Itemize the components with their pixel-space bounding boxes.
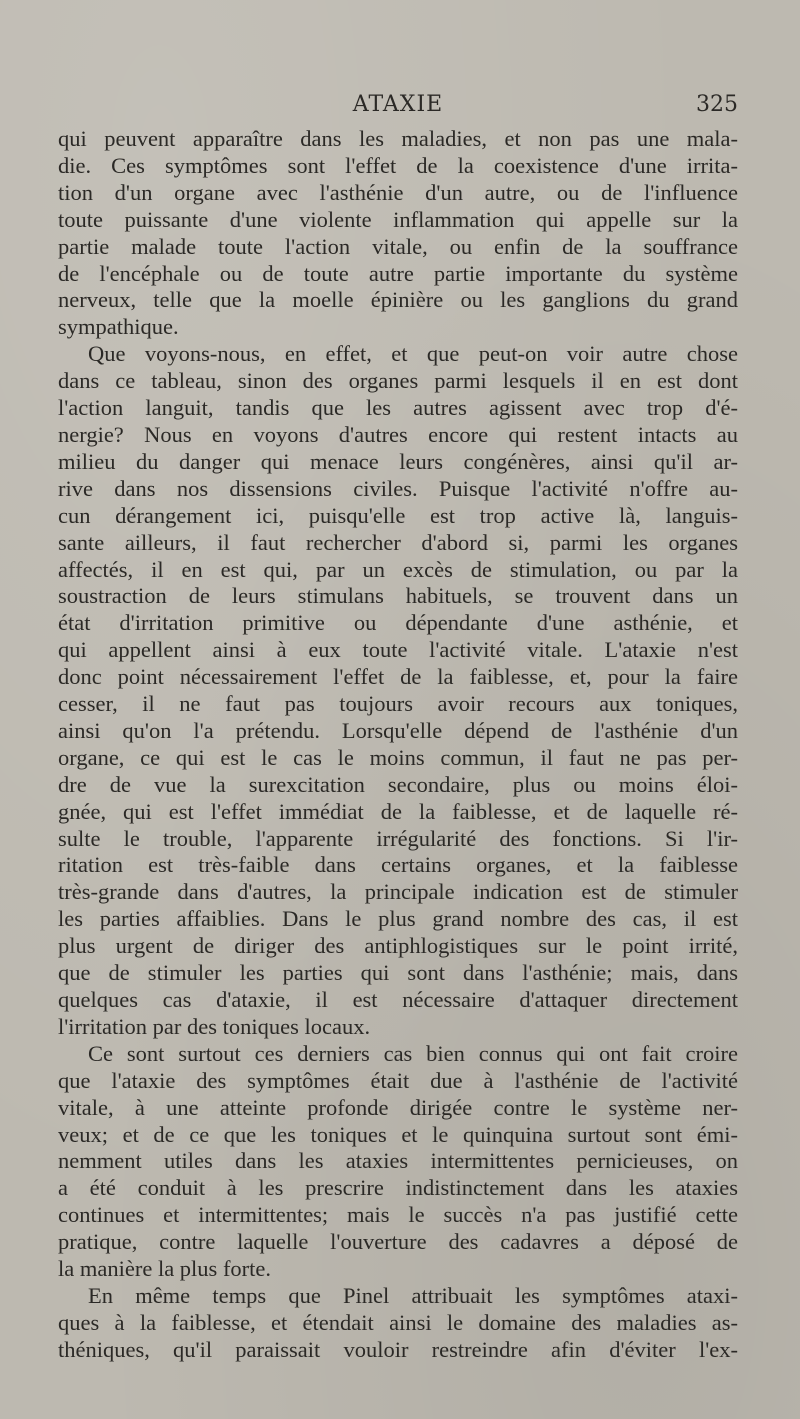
body-text bbox=[58, 126, 738, 1364]
text-line: gnée, qui est l'effet immédiat de la faiblesse, et de laquelle ré- bbox=[58, 798, 738, 824]
text-line: pratique, contre laquelle l'ouverture des cadavres a déposé de bbox=[58, 1229, 738, 1255]
text-line: cun dérangement ici, puisqu'elle est trop active là, languis- bbox=[58, 502, 738, 528]
text-line: a été conduit à les prescrire indistinctement dans les ataxies bbox=[58, 1175, 738, 1201]
text-line: que l'ataxie des symptômes était due à l'asthénie de l'activité bbox=[58, 1067, 738, 1093]
text-line: que de stimuler les parties qui sont dans l'asthénie; mais, dans bbox=[58, 960, 738, 986]
text-line: cesser, il ne faut pas toujours avoir recours aux toniques, bbox=[58, 691, 738, 717]
text-line: partie malade toute l'action vitale, ou enfin de la souffrance bbox=[58, 233, 738, 259]
text-line: nergie? Nous en voyons d'autres encore qui restent intacts au bbox=[58, 421, 738, 447]
paragraph-end-line: la manière la plus forte. bbox=[58, 1256, 272, 1282]
text-line: continues et intermittentes; mais le succès n'a pas justifié cette bbox=[58, 1202, 738, 1228]
text-line: ques à la faiblesse, et étendait ainsi le domaine des maladies as- bbox=[58, 1309, 738, 1335]
text-line: sulte le trouble, l'apparente irrégularité des fonctions. Si l'ir- bbox=[58, 825, 738, 851]
text-line: veux; et de ce que les toniques et le quinquina surtout sont émi- bbox=[58, 1121, 738, 1147]
text-line: théniques, qu'il paraissait vouloir restreindre afin d'éviter l'ex- bbox=[58, 1336, 738, 1362]
paragraph-end-line: sympathique. bbox=[58, 314, 179, 340]
text-line: dre de vue la surexcitation secondaire, plus ou moins éloi- bbox=[58, 771, 738, 797]
text-line: affectés, il en est qui, par un excès de stimulation, ou par la bbox=[58, 556, 738, 582]
text-line: vitale, à une atteinte profonde dirigée contre le système ner- bbox=[58, 1094, 738, 1120]
text-line: die. Ces symptômes sont l'effet de la coexistence d'une irrita- bbox=[58, 152, 738, 178]
paragraph-end-line: l'irritation par des toniques locaux. bbox=[58, 1013, 371, 1039]
page-header bbox=[58, 92, 738, 124]
text-line: ritation est très-faible dans certains organes, et la faiblesse bbox=[58, 852, 738, 878]
text-line: nerveux, telle que la moelle épinière ou les ganglions du grand bbox=[58, 287, 738, 313]
text-line: les parties affaiblies. Dans le plus grand nombre des cas, il est bbox=[58, 906, 738, 932]
text-line: milieu du danger qui menace leurs congénères, ainsi qu'il ar- bbox=[58, 448, 738, 474]
paragraph-first-line: En même temps que Pinel attribuait les symptômes ataxi- bbox=[88, 1282, 738, 1308]
text-line: très-grande dans d'autres, la principale indication est de stimuler bbox=[58, 879, 738, 905]
running-title: ATAXIE bbox=[352, 92, 444, 117]
paragraph-first-line: Ce sont surtout ces derniers cas bien connus qui ont fait croire bbox=[88, 1040, 738, 1066]
text-line: sante ailleurs, il faut rechercher d'abord si, parmi les organes bbox=[58, 529, 738, 555]
text-line: tion d'un organe avec l'asthénie d'un autre, ou de l'influence bbox=[58, 179, 738, 205]
text-line: rive dans nos dissensions civiles. Puisque l'activité n'offre au- bbox=[58, 475, 738, 501]
text-line: toute puissante d'une violente inflammation qui appelle sur la bbox=[58, 206, 738, 232]
text-line: plus urgent de diriger des antiphlogistiques sur le point irrité, bbox=[58, 933, 738, 959]
page-number: 325 bbox=[696, 92, 738, 117]
text-line: qui peuvent apparaître dans les maladies, et non pas une mala- bbox=[58, 126, 738, 151]
text-line: état d'irritation primitive ou dépendante d'une asthénie, et bbox=[58, 610, 738, 636]
text-line: quelques cas d'ataxie, il est nécessaire d'attaquer directement bbox=[58, 987, 738, 1012]
text-line: l'action languit, tandis que les autres agissent avec trop d'é- bbox=[58, 395, 738, 421]
paragraph-first-line: Que voyons-nous, en effet, et que peut-on voir autre chose bbox=[88, 341, 738, 367]
text-line: qui appellent ainsi à eux toute l'activité vitale. L'ataxie n'est bbox=[58, 637, 738, 663]
text-line: soustraction de leurs stimulans habituels, se trouvent dans un bbox=[58, 583, 738, 609]
text-line: ainsi qu'on l'a prétendu. Lorsqu'elle dépend de l'asthénie d'un bbox=[58, 717, 738, 743]
text-line: dans ce tableau, sinon des organes parmi lesquels il en est dont bbox=[58, 368, 738, 394]
text-line: nemment utiles dans les ataxies intermittentes pernicieuses, on bbox=[58, 1148, 738, 1174]
text-line: de l'encéphale ou de toute autre partie importante du système bbox=[58, 260, 738, 286]
text-line: organe, ce qui est le cas le moins commun, il faut ne pas per- bbox=[58, 744, 738, 770]
text-line: donc point nécessairement l'effet de la faiblesse, et, pour la faire bbox=[58, 664, 738, 690]
